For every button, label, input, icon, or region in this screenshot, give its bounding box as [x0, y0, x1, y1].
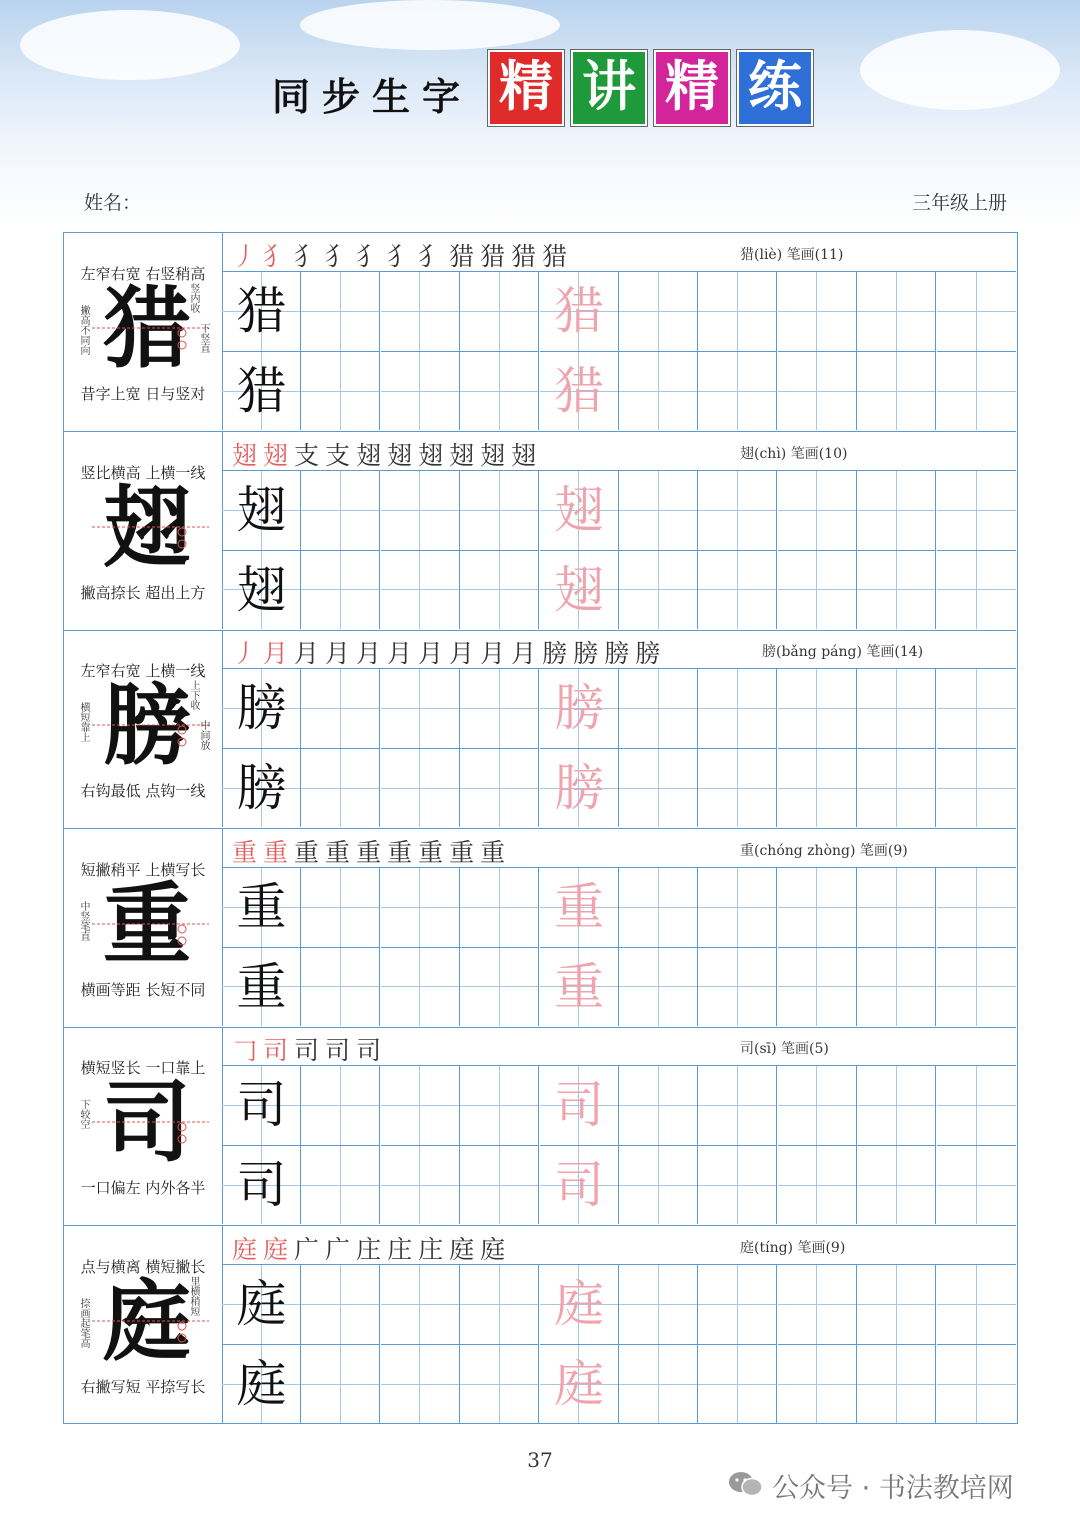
grid-cell[interactable] — [778, 669, 857, 748]
stroke-step: 重 — [263, 837, 295, 867]
tip-top: 横短竖长 一口靠上 — [80, 1059, 206, 1078]
cloud-decoration — [860, 30, 1060, 110]
grid-cell[interactable] — [937, 947, 1016, 1026]
grid-cell[interactable] — [778, 471, 857, 550]
tip-top: 左窄右宽 右竖稍高 — [80, 265, 206, 283]
grid-cell[interactable] — [698, 351, 777, 430]
stroke-step: 庭 — [480, 1235, 512, 1264]
practice-row — [222, 669, 1016, 748]
grid-cell[interactable] — [301, 550, 380, 629]
sample-character: 翅 — [236, 480, 287, 539]
grid-cell[interactable] — [619, 748, 698, 827]
stroke-step: 膀 — [573, 639, 605, 669]
stroke-step: 重 — [480, 837, 512, 867]
sample-character: 重 — [236, 957, 287, 1016]
stroke-step: 庄 — [387, 1235, 419, 1264]
sample-character: 膀 — [236, 679, 287, 738]
stroke-sequence — [232, 1230, 511, 1266]
structure-note: 下较空 — [78, 1099, 89, 1130]
character-block — [64, 630, 1016, 829]
practice-row — [222, 947, 1016, 1026]
grid-cell[interactable] — [937, 1145, 1016, 1224]
stroke-step: 月 — [511, 639, 543, 669]
brand-char-box: 精 — [654, 50, 730, 126]
grid-cell[interactable] — [222, 669, 301, 748]
grid-cell[interactable] — [698, 272, 777, 351]
stroke-step: 重 — [356, 837, 388, 867]
stroke-step: 重 — [325, 837, 357, 867]
pinyin-stroke-count: 猎(liè) 笔画(11) — [740, 247, 844, 263]
grid-cell[interactable] — [778, 351, 857, 430]
grid-cell[interactable] — [540, 351, 619, 430]
grid-cell[interactable] — [698, 1265, 777, 1344]
grid-cell[interactable] — [222, 868, 301, 947]
stroke-step: 翅 — [480, 440, 512, 470]
grid-cell[interactable] — [857, 1344, 936, 1423]
stroke-step: 丿 — [232, 242, 264, 271]
sample-character: 翅 — [236, 560, 287, 619]
stroke-step: 膀 — [635, 639, 667, 669]
grid-cell[interactable] — [937, 748, 1016, 827]
grid-cell[interactable] — [460, 868, 539, 947]
grid-cell[interactable] — [222, 272, 301, 351]
grid-cell[interactable] — [698, 550, 777, 629]
practice-row — [222, 748, 1016, 827]
sample-character: 膀 — [236, 759, 287, 818]
stroke-step: 庭 — [449, 1235, 481, 1264]
stroke-order-row — [222, 233, 1016, 272]
grid-cell[interactable] — [540, 1265, 619, 1344]
grid-cell[interactable] — [301, 1344, 380, 1423]
stroke-step: 犭 — [418, 242, 450, 271]
stroke-step: 月 — [480, 639, 512, 669]
model-character: 膀 — [102, 673, 191, 778]
grid-cell[interactable] — [460, 550, 539, 629]
grid-cell[interactable] — [222, 748, 301, 827]
grid-cell[interactable] — [698, 1344, 777, 1423]
grid-cell[interactable] — [301, 1066, 380, 1145]
grid-cell[interactable] — [778, 1265, 857, 1344]
grid-cell[interactable] — [540, 272, 619, 351]
model-character: 庭 — [102, 1269, 191, 1373]
grid-cell[interactable] — [937, 1066, 1016, 1145]
sample-character: 重 — [236, 877, 287, 936]
grid-cell[interactable] — [460, 1145, 539, 1224]
pinyin-stroke-count: 翅(chì) 笔画(10) — [740, 445, 848, 462]
grid-cell[interactable] — [937, 471, 1016, 550]
stroke-step: 支 — [294, 440, 326, 470]
grid-cell[interactable] — [937, 1344, 1016, 1423]
stroke-step: 月 — [356, 639, 388, 669]
stroke-step: 翅 — [449, 440, 481, 470]
character-block — [64, 432, 1016, 631]
stroke-step: 丿 — [232, 639, 264, 669]
stroke-step: 猎 — [511, 242, 543, 271]
grid-cell[interactable] — [857, 1066, 936, 1145]
practice-row — [222, 1145, 1016, 1224]
grid-cell[interactable] — [619, 272, 698, 351]
stroke-step: 重 — [232, 837, 264, 867]
grid-cell[interactable] — [937, 1265, 1016, 1344]
stroke-step: 广 — [325, 1235, 357, 1264]
stroke-step: 广 — [294, 1235, 326, 1264]
stroke-order-row — [222, 432, 1016, 471]
grid-cell[interactable] — [619, 1265, 698, 1344]
sample-character: 猎 — [236, 362, 287, 420]
stroke-step: 翅 — [511, 440, 543, 470]
tip-bottom: 横画等距 长短不同 — [80, 980, 206, 999]
tip-bottom: 一口偏左 内外各半 — [80, 1179, 206, 1198]
brand-char-box: 练 — [737, 50, 813, 126]
practice-row — [222, 1344, 1016, 1423]
structure-note: 上下收 — [188, 680, 199, 711]
stroke-step: 犭 — [387, 242, 419, 271]
grid-cell[interactable] — [778, 1344, 857, 1423]
character-block — [64, 1027, 1016, 1226]
grid-cell[interactable] — [619, 550, 698, 629]
grid-cell[interactable] — [301, 272, 380, 351]
model-character: 猎 — [102, 276, 191, 380]
grid-cell[interactable] — [619, 868, 698, 947]
stroke-step: 月 — [294, 639, 326, 669]
grid-cell[interactable] — [540, 1145, 619, 1224]
stroke-step: 月 — [449, 639, 481, 669]
grid-cell[interactable] — [540, 748, 619, 827]
stroke-step: 庭 — [232, 1235, 264, 1264]
stroke-order-row — [222, 1027, 1016, 1066]
stroke-step: 𠃌 — [232, 1036, 264, 1066]
grid-cell[interactable] — [460, 669, 539, 748]
model-panel — [64, 630, 223, 827]
page-number: 37 — [527, 1448, 553, 1472]
trace-character: 重 — [554, 877, 605, 936]
tip-top: 短撇稍平 上横写长 — [80, 860, 206, 879]
stroke-step: 翅 — [232, 440, 264, 470]
trace-character: 司 — [554, 1076, 605, 1135]
sample-character: 庭 — [236, 1275, 287, 1333]
trace-character: 司 — [554, 1156, 605, 1215]
stroke-step: 庭 — [263, 1235, 295, 1264]
stroke-step: 犭 — [294, 242, 326, 271]
grid-cell[interactable] — [937, 669, 1016, 748]
sample-character: 司 — [236, 1156, 287, 1215]
grid-cell[interactable] — [222, 1066, 301, 1145]
grid-cell[interactable] — [778, 868, 857, 947]
stroke-step: 支 — [325, 440, 357, 470]
grid-cell[interactable] — [222, 351, 301, 430]
stroke-step: 翅 — [418, 440, 450, 470]
grade-label: 三年级上册 — [912, 192, 1008, 214]
grid-cell[interactable] — [460, 1265, 539, 1344]
stroke-step: 膀 — [542, 639, 574, 669]
structure-note: 下竖直 — [198, 323, 209, 353]
grid-cell[interactable] — [857, 550, 936, 629]
stroke-order-row — [222, 1226, 1016, 1265]
stroke-sequence — [232, 634, 666, 670]
grid-cell[interactable] — [778, 1145, 857, 1224]
grid-cell[interactable] — [619, 1145, 698, 1224]
grid-cell[interactable] — [222, 550, 301, 629]
stroke-step: 犭 — [325, 242, 357, 271]
stroke-sequence — [232, 833, 511, 869]
trace-character: 猎 — [554, 282, 605, 340]
grid-cell[interactable] — [778, 272, 857, 351]
structure-note: 竖内收 — [188, 283, 199, 313]
tip-top: 竖比横高 上横一线 — [80, 463, 206, 482]
tip-bottom: 昔字上宽 日与竖对 — [80, 385, 206, 403]
grid-cell[interactable] — [619, 1066, 698, 1145]
grid-cell[interactable] — [540, 868, 619, 947]
grid-cell[interactable] — [540, 1344, 619, 1423]
grid-cell[interactable] — [301, 351, 380, 430]
structure-note: 横短靠上 — [78, 702, 89, 743]
structure-note: 捺画起笔高 — [78, 1298, 89, 1348]
grid-cell[interactable] — [222, 471, 301, 550]
character-block — [64, 1226, 1016, 1425]
model-panel — [64, 432, 223, 629]
model-panel — [64, 829, 223, 1026]
cloud-decoration — [20, 10, 240, 80]
practice-row — [222, 550, 1016, 629]
sample-character: 庭 — [236, 1355, 287, 1413]
grid-cell[interactable] — [381, 868, 460, 947]
stroke-step: 重 — [449, 837, 481, 867]
grid-cell[interactable] — [301, 947, 380, 1026]
grid-cell[interactable] — [381, 1145, 460, 1224]
stroke-step: 翅 — [263, 440, 295, 470]
tip-top: 左窄右宽 上横一线 — [80, 662, 206, 681]
grid-cell[interactable] — [857, 272, 936, 351]
trace-character: 膀 — [554, 679, 605, 738]
grid-cell[interactable] — [301, 1145, 380, 1224]
grid-cell[interactable] — [698, 669, 777, 748]
grid-cell[interactable] — [698, 868, 777, 947]
tip-bottom: 右钩最低 点钩一线 — [80, 782, 206, 801]
grid-cell[interactable] — [857, 1265, 936, 1344]
grid-cell[interactable] — [857, 669, 936, 748]
grid-cell[interactable] — [540, 669, 619, 748]
structure-note: 中竖笔直 — [78, 900, 89, 941]
practice-sheet — [63, 232, 1018, 1424]
wechat-icon — [728, 1470, 764, 1498]
trace-character: 猎 — [554, 362, 605, 420]
grid-cell[interactable] — [381, 351, 460, 430]
grid-cell[interactable] — [222, 947, 301, 1026]
grid-cell[interactable] — [301, 669, 380, 748]
grid-cell[interactable] — [301, 1265, 380, 1344]
grid-cell[interactable] — [222, 1344, 301, 1423]
grid-cell[interactable] — [778, 748, 857, 827]
structure-note: 中间放 — [198, 720, 209, 751]
stroke-step: 猎 — [449, 242, 481, 271]
grid-cell[interactable] — [540, 471, 619, 550]
pinyin-stroke-count: 膀(bǎng páng) 笔画(14) — [762, 644, 924, 661]
grid-cell[interactable] — [381, 947, 460, 1026]
practice-row — [222, 272, 1016, 351]
pinyin-stroke-count: 庭(tíng) 笔画(9) — [740, 1240, 846, 1256]
stroke-step: 司 — [294, 1036, 326, 1066]
name-label: 姓名： — [84, 192, 142, 214]
pinyin-stroke-count: 司(sī) 笔画(5) — [740, 1041, 829, 1058]
trace-character: 翅 — [554, 560, 605, 619]
stroke-step: 庄 — [356, 1235, 388, 1264]
trace-character: 重 — [554, 957, 605, 1016]
grid-cell[interactable] — [381, 1344, 460, 1423]
grid-cell[interactable] — [540, 1066, 619, 1145]
grid-cell[interactable] — [460, 272, 539, 351]
stroke-step: 翅 — [356, 440, 388, 470]
stroke-step: 犭 — [356, 242, 388, 271]
grid-cell[interactable] — [381, 1066, 460, 1145]
grid-cell[interactable] — [222, 1265, 301, 1344]
grid-cell[interactable] — [778, 1066, 857, 1145]
grid-cell[interactable] — [698, 947, 777, 1026]
grid-cell[interactable] — [381, 471, 460, 550]
stroke-step: 犭 — [263, 242, 295, 271]
grid-cell[interactable] — [857, 1145, 936, 1224]
stroke-order-row — [222, 630, 1016, 669]
trace-character: 庭 — [554, 1275, 605, 1333]
grid-cell[interactable] — [460, 1066, 539, 1145]
stroke-step: 猎 — [480, 242, 512, 271]
grid-cell[interactable] — [619, 669, 698, 748]
stroke-step: 月 — [387, 639, 419, 669]
stroke-sequence — [232, 1031, 387, 1067]
grid-cell[interactable] — [698, 1145, 777, 1224]
stroke-step: 司 — [325, 1036, 357, 1066]
grid-cell[interactable] — [778, 947, 857, 1026]
practice-row — [222, 1066, 1016, 1145]
grid-cell[interactable] — [460, 947, 539, 1026]
grid-cell[interactable] — [937, 351, 1016, 430]
stroke-sequence — [232, 237, 573, 273]
practice-row — [222, 471, 1016, 550]
grid-cell[interactable] — [381, 272, 460, 351]
stroke-step: 月 — [418, 639, 450, 669]
stroke-sequence — [232, 436, 542, 472]
grid-cell[interactable] — [857, 748, 936, 827]
model-character: 司 — [102, 1070, 191, 1175]
model-panel — [64, 1027, 223, 1224]
grid-cell[interactable] — [381, 748, 460, 827]
grid-cell[interactable] — [460, 1344, 539, 1423]
brand-char-box: 讲 — [571, 50, 647, 126]
grid-cell[interactable] — [619, 351, 698, 430]
grid-cell[interactable] — [778, 550, 857, 629]
grid-cell[interactable] — [460, 351, 539, 430]
grid-cell[interactable] — [698, 471, 777, 550]
tip-bottom: 撇高捺长 超出上方 — [80, 583, 206, 602]
practice-row — [222, 351, 1016, 430]
grid-cell[interactable] — [937, 868, 1016, 947]
grid-cell[interactable] — [301, 748, 380, 827]
character-block — [64, 829, 1016, 1028]
trace-character: 翅 — [554, 480, 605, 539]
watermark: 公众号 · 书法教培网 — [772, 1473, 1014, 1504]
stroke-step: 膀 — [604, 639, 636, 669]
stroke-step: 月 — [325, 639, 357, 669]
stroke-step: 月 — [263, 639, 295, 669]
cloud-decoration — [300, 0, 560, 50]
grid-cell[interactable] — [857, 351, 936, 430]
grid-cell[interactable] — [619, 471, 698, 550]
grid-cell[interactable] — [222, 1145, 301, 1224]
stroke-step: 庄 — [418, 1235, 450, 1264]
stroke-step: 重 — [418, 837, 450, 867]
grid-cell[interactable] — [540, 947, 619, 1026]
brand-char-box: 精 — [488, 50, 564, 126]
grid-cell[interactable] — [381, 669, 460, 748]
stroke-order-row — [222, 829, 1016, 868]
trace-character: 庭 — [554, 1355, 605, 1413]
stroke-step: 重 — [387, 837, 419, 867]
sample-character: 猎 — [236, 282, 287, 340]
stroke-step: 司 — [356, 1036, 388, 1066]
trace-character: 膀 — [554, 759, 605, 818]
grid-cell[interactable] — [301, 868, 380, 947]
grid-cell[interactable] — [857, 868, 936, 947]
model-character: 翅 — [102, 474, 191, 579]
grid-cell[interactable] — [540, 550, 619, 629]
stroke-step: 重 — [294, 837, 326, 867]
grid-cell[interactable] — [460, 471, 539, 550]
grid-cell[interactable] — [460, 748, 539, 827]
grid-cell[interactable] — [698, 748, 777, 827]
structure-note: 撇高不同向 — [78, 305, 89, 355]
practice-row — [222, 868, 1016, 947]
model-panel — [64, 233, 223, 430]
model-character: 重 — [102, 871, 191, 976]
grid-cell[interactable] — [381, 1265, 460, 1344]
grid-cell[interactable] — [857, 947, 936, 1026]
grid-cell[interactable] — [937, 272, 1016, 351]
structure-note: 里横稍短 — [188, 1276, 199, 1316]
grid-cell[interactable] — [619, 1344, 698, 1423]
tip-top: 点与横离 横短撇长 — [80, 1258, 206, 1276]
grid-cell[interactable] — [381, 550, 460, 629]
stroke-step: 翅 — [387, 440, 419, 470]
pinyin-stroke-count: 重(chóng zhòng) 笔画(9) — [740, 842, 908, 859]
model-panel — [64, 1226, 223, 1423]
sample-character: 司 — [236, 1076, 287, 1135]
stroke-step: 司 — [263, 1036, 295, 1066]
grid-cell[interactable] — [619, 947, 698, 1026]
practice-row — [222, 1265, 1016, 1344]
grid-cell[interactable] — [857, 471, 936, 550]
grid-cell[interactable] — [698, 1066, 777, 1145]
stroke-step: 猎 — [542, 242, 574, 271]
grid-cell[interactable] — [937, 550, 1016, 629]
character-block — [64, 233, 1016, 432]
grid-cell[interactable] — [301, 471, 380, 550]
tip-bottom: 右撇写短 平捺写长 — [80, 1378, 206, 1396]
page-title: 同步生字 — [272, 75, 473, 119]
